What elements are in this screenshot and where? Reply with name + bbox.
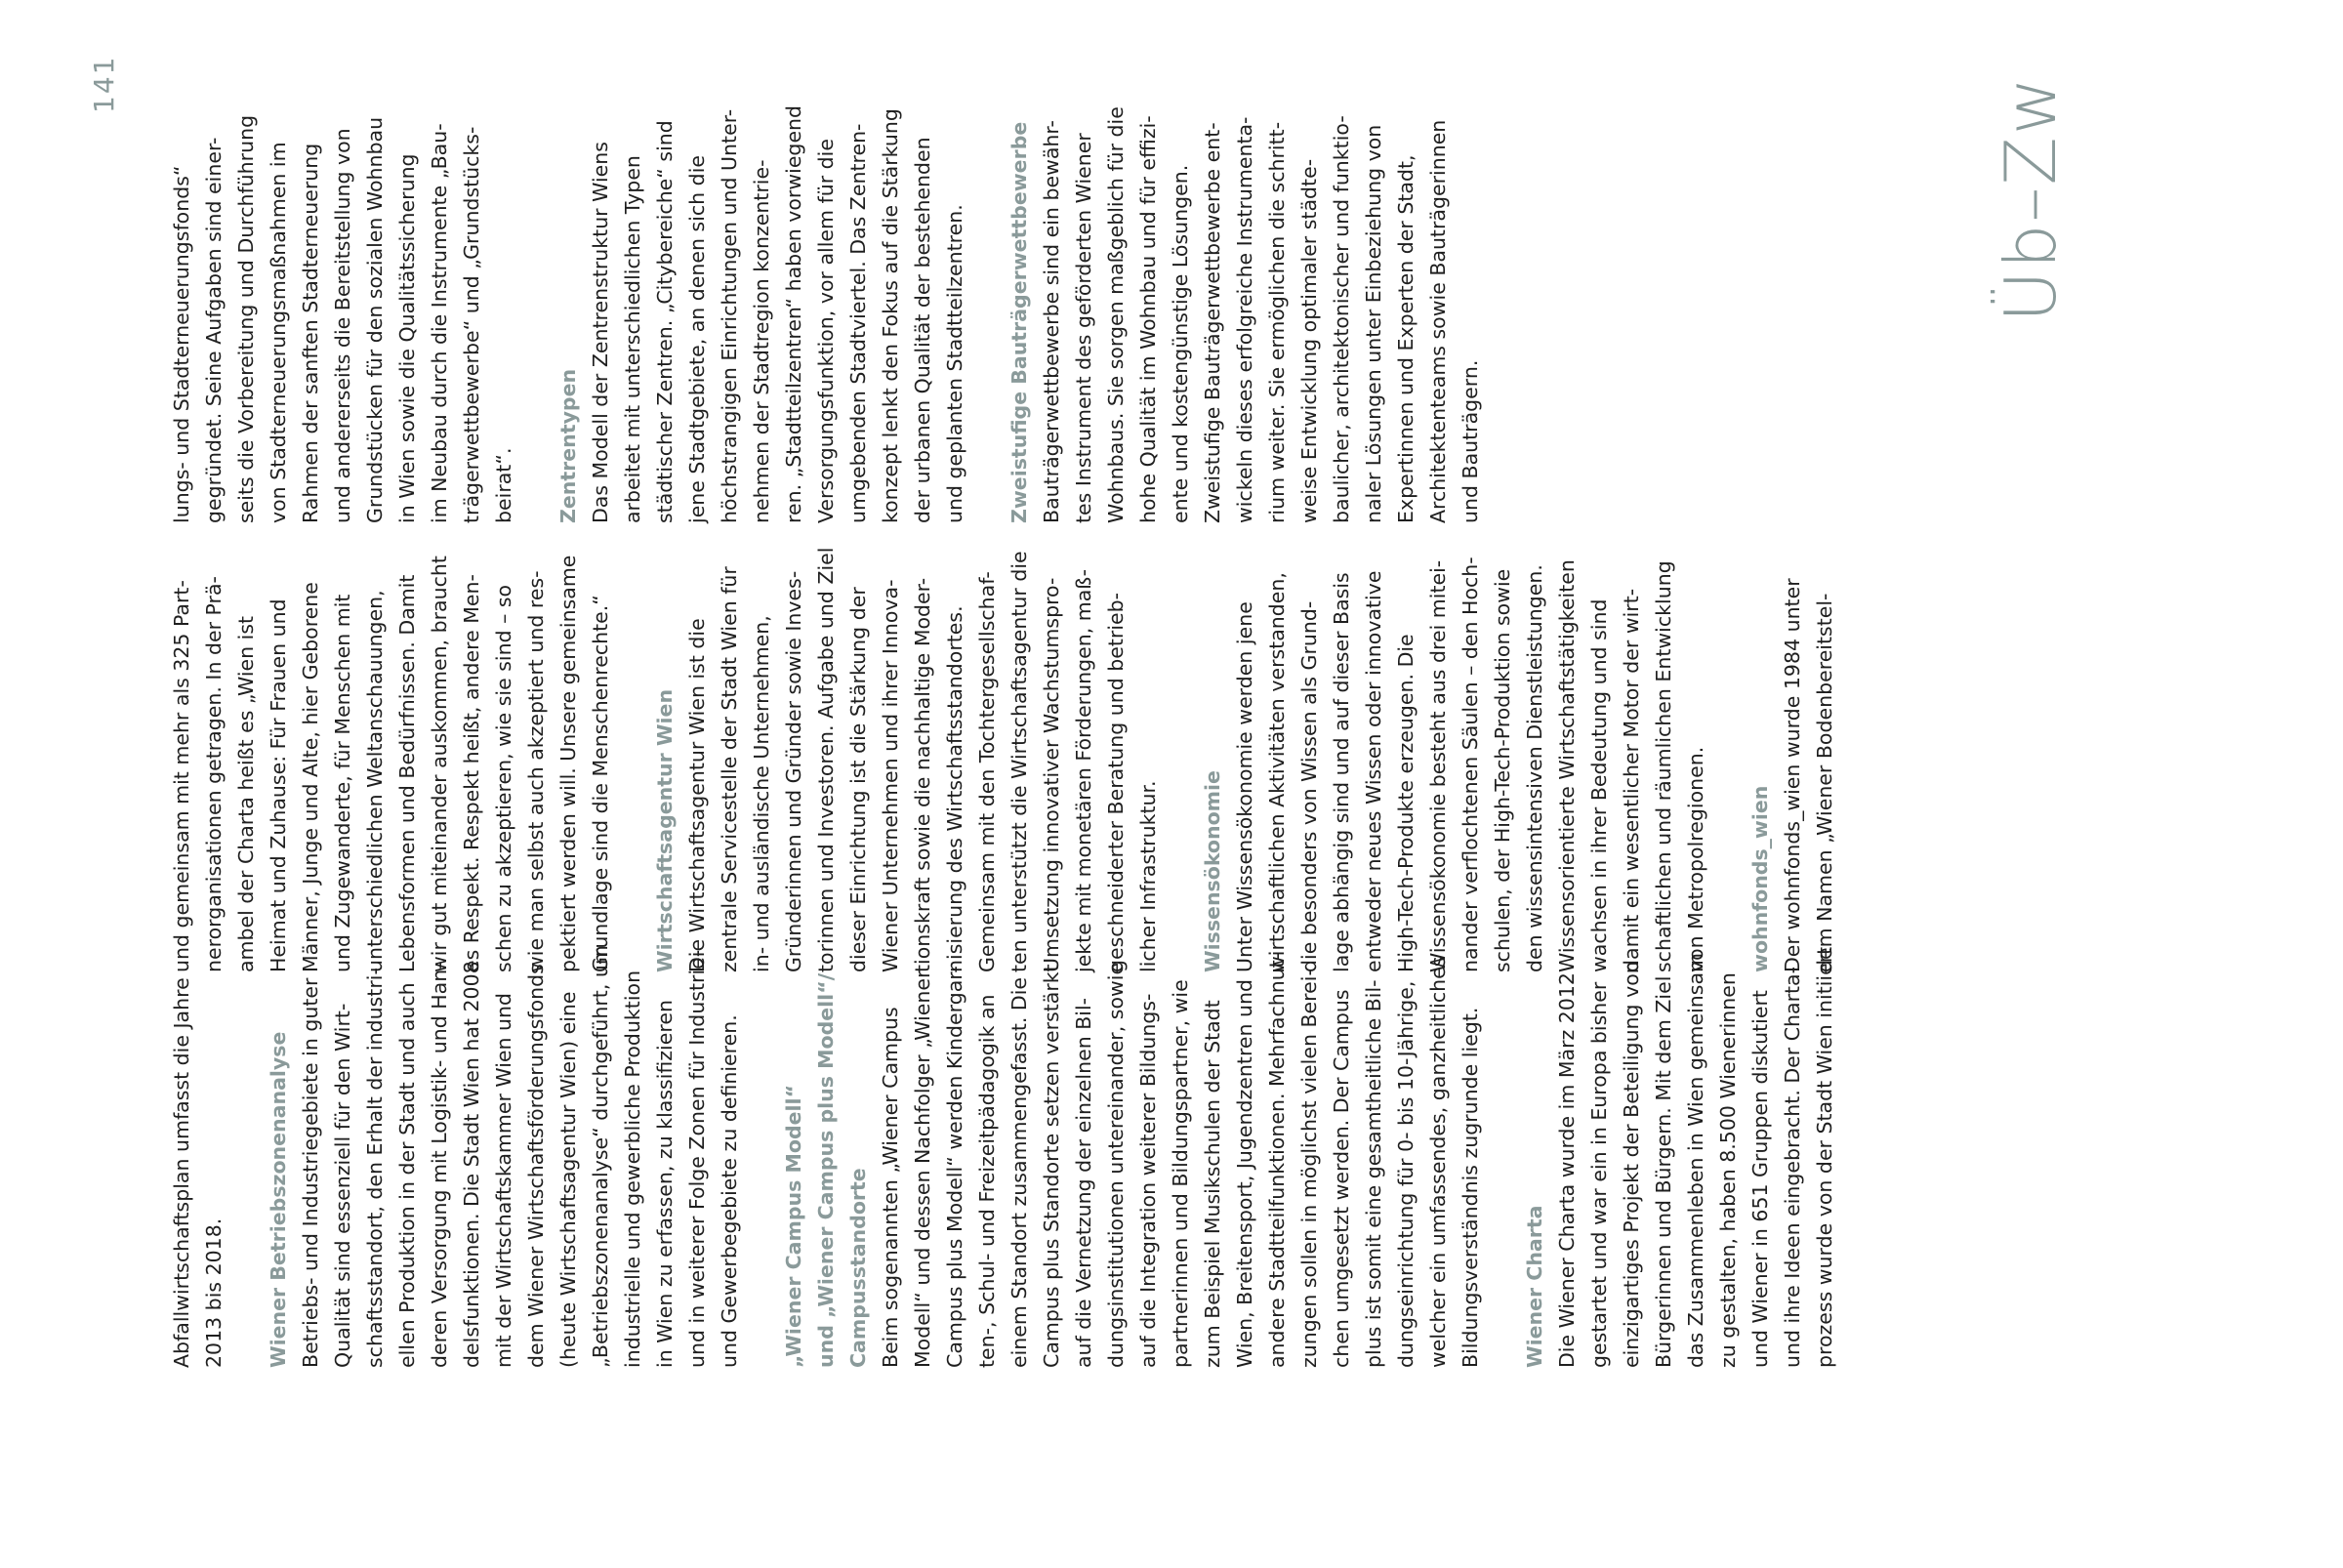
text-line: Betriebs- und Industriegebiete in guter [299, 977, 322, 1368]
text-line: es Respekt. Respekt heißt, andere Men- [460, 574, 483, 972]
text-line: hohe Qualität im Wohnbau und für effizi- [1136, 115, 1160, 523]
text-line: welcher ein umfassendes, ganzheitliches [1426, 956, 1450, 1368]
text-line: wickeln dieses erfolgreiche Instrumenta- [1233, 116, 1256, 523]
text-line: von Stadterneuerungsmaßnahmen im [267, 142, 290, 523]
text-line: schen zu akzeptieren, wie sie sind – so [492, 584, 515, 972]
text-line: wirtschaftlichen Aktivitäten verstanden, [1265, 572, 1289, 972]
text-line: das Zusammenleben in Wien gemeinsam [1684, 953, 1707, 1368]
text-line: seits die Vorbereitung und Durchführung [234, 114, 258, 523]
chapter-title: Üb–Zw [1990, 75, 2072, 322]
text-line: naler Lösungen unter Einbeziehung von [1362, 124, 1385, 523]
text-line: industrielle und gewerbliche Produktion [621, 970, 644, 1368]
text-line: Beim sogenannten „Wiener Campus [879, 1007, 902, 1368]
text-line: deren Versorgung mit Logistik- und Han- [428, 962, 451, 1368]
text-line: beirat“. [492, 447, 515, 523]
paragraph-gap [617, 548, 649, 973]
text-line: und andererseits die Bereitstellung von [331, 128, 354, 523]
text-line: arbeitet mit unterschiedlichen Typen [621, 155, 644, 523]
text-line: andere Stadtteilfunktionen. Mehrfachnut- [1265, 952, 1289, 1368]
text-line: Qualität sind essenziell für den Wirt- [331, 1003, 354, 1368]
section-heading: „Wiener Campus Modell“ [782, 1084, 805, 1368]
text-line: prozess wurde von der Stadt Wien initiiert [1813, 946, 1836, 1368]
text-line: und gemeinsam mit mehr als 325 Part- [170, 580, 193, 972]
text-line: gegründet. Seine Aufgaben sind einer- [202, 137, 226, 523]
text-line: in Wien sowie die Qualitätssicherung [395, 153, 419, 523]
text-line: ten unterstützt die Wirtschaftsagentur die [1007, 551, 1031, 972]
text-line: jekte mit monetären Förderungen, maß- [1072, 569, 1095, 972]
text-line: in Wien zu erfassen, zu klassifizieren [653, 1000, 677, 1368]
text-line: Campus plus Modell“ werden Kindergar- [943, 966, 966, 1368]
text-line: lage abhängig sind und auf dieser Basis [1330, 572, 1353, 972]
text-line: baulicher, architektonischer und funktio- [1330, 115, 1353, 523]
text-line: und in weiterer Folge Zonen für Industrie- [685, 949, 709, 1368]
text-line: nehmen der Stadtregion konzentrie- [750, 159, 773, 523]
text-line: mit der Wirtschaftskammer Wien und [492, 992, 515, 1368]
text-column-2 [166, 548, 1841, 973]
text-line: nerorganisationen getragen. In der Prä- [202, 576, 226, 972]
paragraph-gap [1712, 548, 1745, 973]
paragraph-gap [971, 105, 1004, 523]
text-line: einzigartiges Projekt der Beteiligung von [1620, 961, 1643, 1368]
text-line: (heute Wirtschaftsagentur Wien) eine [556, 991, 580, 1368]
text-line: entweder neues Wissen oder innovative [1362, 570, 1385, 972]
text-column-3 [166, 105, 1487, 523]
text-line: delsfunktionen. Die Stadt Wien hat 2008 [460, 961, 483, 1368]
text-line: schulen, der High-Tech-Produktion sowie [1491, 568, 1514, 972]
text-line: im Neubau durch die Instrumente „Bau- [428, 123, 451, 523]
text-line: dem Wiener Wirtschaftsförderungsfonds [524, 964, 548, 1368]
text-line: geschneiderter Beratung und betrieb- [1104, 592, 1128, 972]
text-line: Modell“ und dessen Nachfolger „Wiener [911, 970, 934, 1368]
text-line: wie man selbst auch akzeptiert und res- [524, 570, 548, 972]
section-heading: Zentrentypen [556, 368, 580, 523]
text-line: wachsen in ihrer Bedeutung und sind [1587, 598, 1611, 972]
paragraph-gap [746, 945, 778, 1368]
text-line: Unter Wissensökonomie werden jene [1233, 601, 1256, 972]
text-line: Wien, Breitensport, Jugendzentren und [1233, 978, 1256, 1368]
text-line: zungen sollen in möglichst vielen Berei- [1297, 969, 1321, 1368]
text-line: lungs- und Stadterneuerungsfonds“ [170, 165, 193, 523]
text-line: und geplanten Stadtteilzentren. [943, 204, 966, 523]
text-line: ten-, Schul- und Freizeitpädagogik an [975, 994, 999, 1368]
text-line: Rahmen der sanften Stadterneuerung [299, 143, 322, 523]
text-line: ambel der Charta heißt es „Wien ist [234, 615, 258, 972]
section-heading: Wissensökonomie [1201, 770, 1224, 972]
text-line: Gründerinnen und Gründer sowie Inves- [782, 570, 805, 972]
text-line: Wohnbaus. Sie sorgen maßgeblich für die [1104, 106, 1128, 523]
text-line: schaftsstandort, den Erhalt der industri- [363, 968, 387, 1368]
text-line: ellen Produktion in der Stadt und auch [395, 982, 419, 1368]
section-heading: und „Wiener Campus plus Modell“/ [814, 972, 838, 1368]
text-line: Bildungsverständnis zugrunde liegt. [1459, 1007, 1482, 1368]
text-line: dem Namen „Wiener Bodenbereitstel- [1813, 593, 1836, 972]
text-line: Wissensorientierte Wirtschaftstätigkeiten [1555, 559, 1579, 972]
text-line: Wiener Unternehmen und ihrer Innova- [879, 579, 902, 972]
text-line: Grundstücken für den sozialen Wohnbau [363, 116, 387, 523]
text-line: schaftlichen und räumlichen Entwicklung [1652, 560, 1675, 972]
text-line: zentrale Servicestelle der Stadt Wien für [718, 566, 741, 972]
text-line: Die Wirtschaftsagentur Wien ist die [685, 618, 709, 972]
text-line: Architektenteams sowie Bauträgerinnen [1426, 119, 1450, 523]
section-heading: Wirtschaftsagentur Wien [653, 688, 677, 972]
text-line: einem Standort zusammengefasst. Die [1007, 976, 1031, 1368]
text-line: nander verflochtenen Säulen – den Hoch- [1459, 557, 1482, 972]
text-line: trägerwettbewerbe“ und „Grundstücks- [460, 126, 483, 523]
text-line: und Bauträgern. [1459, 359, 1482, 523]
text-line: „Betriebszonenanalyse“ durchgeführt, um [589, 945, 612, 1368]
paragraph-gap [1165, 548, 1197, 973]
text-line: plus ist somit eine gesamtheitliche Bil- [1362, 979, 1385, 1368]
text-line: Heimat und Zuhause: Für Frauen und [267, 598, 290, 972]
text-line: dungsinstitutionen untereinander, sowie [1104, 962, 1128, 1368]
text-line: rium weiter. Sie ermöglichen die schritt- [1265, 121, 1289, 523]
text-line: der urbanen Qualität der bestehenden [911, 137, 934, 523]
text-line: pektiert werden will. Unsere gemeinsame [556, 555, 580, 972]
text-line: weise Entwicklung optimaler städte- [1297, 158, 1321, 523]
text-line: wir gut miteinander auskommen, braucht [428, 556, 451, 972]
text-line: und Wiener in 651 Gruppen diskutiert [1748, 990, 1772, 1368]
text-line: Lebensformen und Bedürfnissen. Damit [395, 574, 419, 972]
text-line: die besonders von Wissen als Grund- [1297, 600, 1321, 972]
text-line: Zweistufige Bauträgerwettbewerbe ent- [1201, 122, 1224, 523]
text-line: dungseinrichtung für 0- bis 10-Jährige, [1394, 980, 1418, 1368]
text-line: zu gestalten, haben 8.500 Wienerinnen [1716, 972, 1740, 1368]
text-line: Expertinnen und Experten der Stadt, [1394, 154, 1418, 523]
text-line: Wissensökonomie besteht aus drei mitei- [1426, 559, 1450, 972]
text-line: Die Wiener Charta wurde im März 2012 [1555, 972, 1579, 1368]
text-line: auf die Integration weiterer Bildungs- [1136, 993, 1160, 1368]
text-column-1 [166, 945, 1841, 1368]
text-line: Der wohnfonds_wien wurde 1984 unter [1781, 578, 1804, 972]
text-line: Versorgungsfunktion, vor allem für die [814, 139, 838, 523]
text-line: und ihre Ideen eingebracht. Der Charta- [1781, 966, 1804, 1368]
text-line: High-Tech-Produkte erzeugen. Die [1394, 634, 1418, 972]
text-line: nisierung des Wirtschaftsstandortes. [943, 605, 966, 972]
section-heading: wohnfonds_wien [1748, 785, 1772, 972]
section-heading: Zweistufige Bauträgerwettbewerbe [1007, 121, 1031, 523]
text-line: Campus plus Standorte setzen verstärkt [1040, 964, 1063, 1368]
paragraph-gap [230, 945, 263, 1368]
text-line: Männer, Junge und Alte, hier Geborene [299, 582, 322, 972]
text-line: Gemeinsam mit den Tochtergesellschaf- [975, 571, 999, 972]
section-heading: Wiener Betriebszonenanalyse [267, 1031, 290, 1368]
text-line: 2013 bis 2018. [202, 1217, 226, 1368]
text-line: zum Beispiel Musikschulen der Stadt [1201, 1000, 1224, 1368]
text-line: dieser Einrichtung ist die Stärkung der [846, 587, 870, 972]
text-line: Das Modell der Zentrenstruktur Wiens [589, 142, 612, 523]
text-line: tionskraft sowie die nachhaltige Moder- [911, 577, 934, 972]
section-heading: Campusstandorte [846, 1168, 870, 1368]
text-line: jene Stadtgebiete, an denen sich die [685, 154, 709, 523]
paragraph-gap [1487, 945, 1519, 1368]
text-line: höchstrangigen Einrichtungen und Unter- [718, 108, 741, 523]
text-line: partnerinnen und Bildungspartner, wie [1169, 979, 1192, 1368]
section-heading: Wiener Charta [1523, 1205, 1546, 1368]
text-line: Bürgerinnen und Bürgern. Mit dem Ziel [1652, 975, 1675, 1368]
text-line: unterschiedlichen Weltanschauungen, [363, 590, 387, 972]
text-line: und Zugewanderte, für Menschen mit [331, 594, 354, 972]
text-line: Bauträgerwettbewerbe sind ein bewähr- [1040, 120, 1063, 523]
text-line: Grundlage sind die Menschenrechte.“ [589, 595, 612, 972]
text-line: gestartet und war ein in Europa bisher [1587, 981, 1611, 1368]
text-line: städtischer Zentren. „Citybereiche“ sind [653, 120, 677, 523]
text-line: konzept lenkt den Fokus auf die Stärkung [879, 108, 902, 523]
text-line: und Gewerbegebiete zu definieren. [718, 1014, 741, 1368]
text-line: Abfallwirtschaftsplan umfasst die Jahre [170, 977, 193, 1368]
text-line: chen umgesetzt werden. Der Campus [1330, 989, 1353, 1368]
paragraph-gap [520, 105, 553, 523]
page-number: 141 [88, 55, 120, 113]
text-line: Umsetzung innovativer Wachstumspro- [1040, 577, 1063, 972]
text-line: ren. „Stadtteilzentren“ haben vorwiegend [782, 104, 805, 523]
text-line: auf die Vernetzung der einzelnen Bil- [1072, 997, 1095, 1368]
text-line: den wissensintensiven Dienstleistungen. [1523, 564, 1546, 972]
text-line: licher Infrastruktur. [1136, 780, 1160, 972]
text-line: damit ein wesentlicher Motor der wirt- [1620, 588, 1643, 972]
text-line: von Metropolregionen. [1684, 746, 1707, 972]
text-line: ente und kostengünstige Lösungen. [1169, 164, 1192, 523]
text-line: torinnen und Investoren. Aufgabe und Ziel [814, 547, 838, 972]
text-line: in- und ausländische Unternehmen, [750, 615, 773, 972]
text-line: umgebenden Stadtviertel. Das Zentren- [846, 123, 870, 523]
text-line: tes Instrument des geförderten Wiener [1072, 133, 1095, 523]
